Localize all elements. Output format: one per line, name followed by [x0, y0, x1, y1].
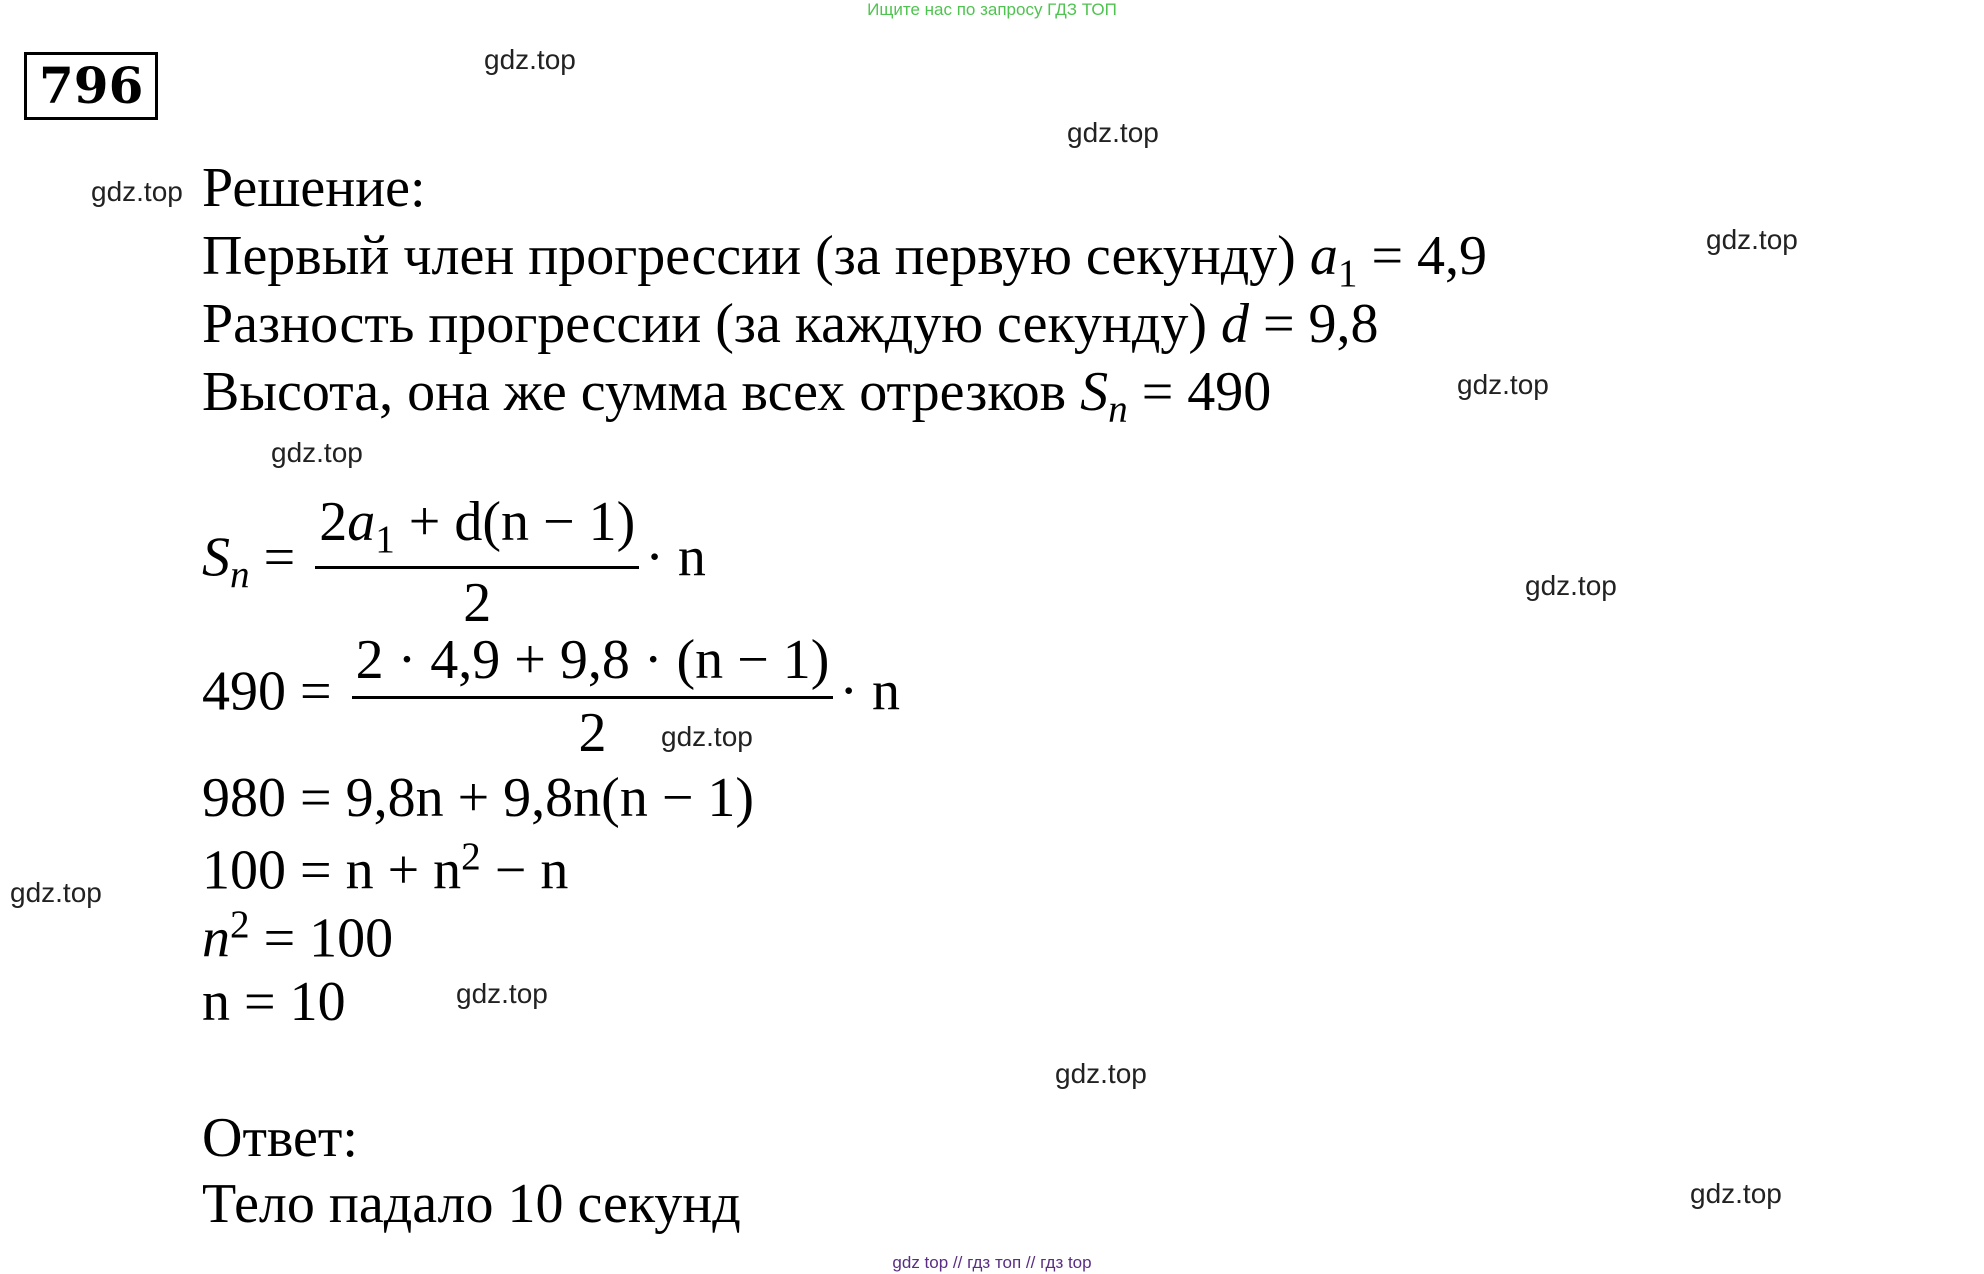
watermark: gdz.top: [1690, 1178, 1782, 1209]
watermark: gdz.top: [10, 877, 102, 908]
footer-links[interactable]: gdz top // гдз топ // гдз top: [892, 1253, 1092, 1272]
given-difference-value: = 9,8: [1248, 293, 1379, 355]
watermark: gdz.top: [1706, 224, 1798, 255]
given-first-term-text: Первый член прогрессии (за первую секунду): [202, 225, 1310, 287]
equation-step-3: [202, 902, 393, 971]
sum-formula-lhs: S: [202, 526, 230, 589]
equation-step-2-left: 100 = n + n: [202, 839, 462, 902]
fraction-denominator: 2: [578, 702, 607, 764]
fraction-denominator: 2: [463, 572, 492, 635]
given-first-term: [202, 224, 1487, 296]
watermark: gdz.top: [661, 721, 753, 752]
equation-step-2-right: − n: [480, 839, 569, 902]
sum-formula-lhs-sub: n: [230, 553, 250, 597]
var-a: a: [1309, 225, 1338, 287]
given-sum-value: = 490: [1127, 361, 1272, 423]
sub-1: 1: [375, 518, 395, 562]
answer-heading: Ответ:: [202, 1107, 358, 1169]
fraction-numerator: 2 · 4,9 + 9,8 · (n − 1): [352, 628, 834, 699]
watermark: gdz.top: [91, 176, 183, 207]
times-n: · n: [839, 660, 901, 723]
top-banner[interactable]: Ищите нас по запросу ГДЗ ТОП: [867, 0, 1117, 19]
given-first-term-value: = 4,9: [1357, 225, 1488, 287]
substituted-formula: [202, 628, 900, 765]
watermark: gdz.top: [1067, 117, 1159, 148]
sum-formula-fraction: [315, 490, 639, 635]
var-a: a: [347, 491, 376, 553]
exponent: 2: [461, 835, 481, 878]
problem-number: 796: [24, 52, 158, 120]
given-sum-text: Высота, она же сумма всех отрезков: [202, 361, 1081, 423]
equation-step-2: [202, 834, 568, 903]
var-n: n: [202, 907, 230, 970]
solution-heading: Решение:: [202, 157, 426, 219]
watermark: gdz.top: [456, 978, 548, 1009]
equals-sign: =: [249, 526, 310, 589]
sum-formula: [202, 490, 706, 635]
equation-step-3-right: = 100: [249, 907, 394, 970]
sub-1: 1: [1337, 252, 1358, 296]
times-n: · n: [645, 526, 706, 589]
answer-text: Тело падало 10 секунд: [202, 1173, 741, 1235]
watermark: gdz.top: [484, 44, 576, 75]
given-sum: [202, 360, 1271, 432]
watermark: gdz.top: [271, 437, 363, 468]
equation-step-1: 980 = 9,8n + 9,8n(n − 1): [202, 767, 755, 829]
sub-n: n: [1108, 388, 1128, 432]
fraction-numerator: [315, 490, 639, 569]
given-difference: [202, 292, 1379, 356]
exponent: 2: [230, 903, 250, 946]
coef-2: 2: [319, 491, 348, 553]
watermark: gdz.top: [1457, 369, 1549, 400]
substituted-fraction: [352, 628, 834, 765]
watermark: gdz.top: [1525, 570, 1617, 601]
equation-result: n = 10: [202, 971, 346, 1033]
watermark: gdz.top: [1055, 1058, 1147, 1089]
var-s: S: [1080, 361, 1109, 423]
numerator-rest: + d(n − 1): [394, 491, 636, 553]
given-difference-text: Разность прогрессии (за каждую секунду): [202, 293, 1221, 355]
var-d: d: [1220, 293, 1249, 355]
substituted-lhs: 490 =: [202, 660, 346, 723]
